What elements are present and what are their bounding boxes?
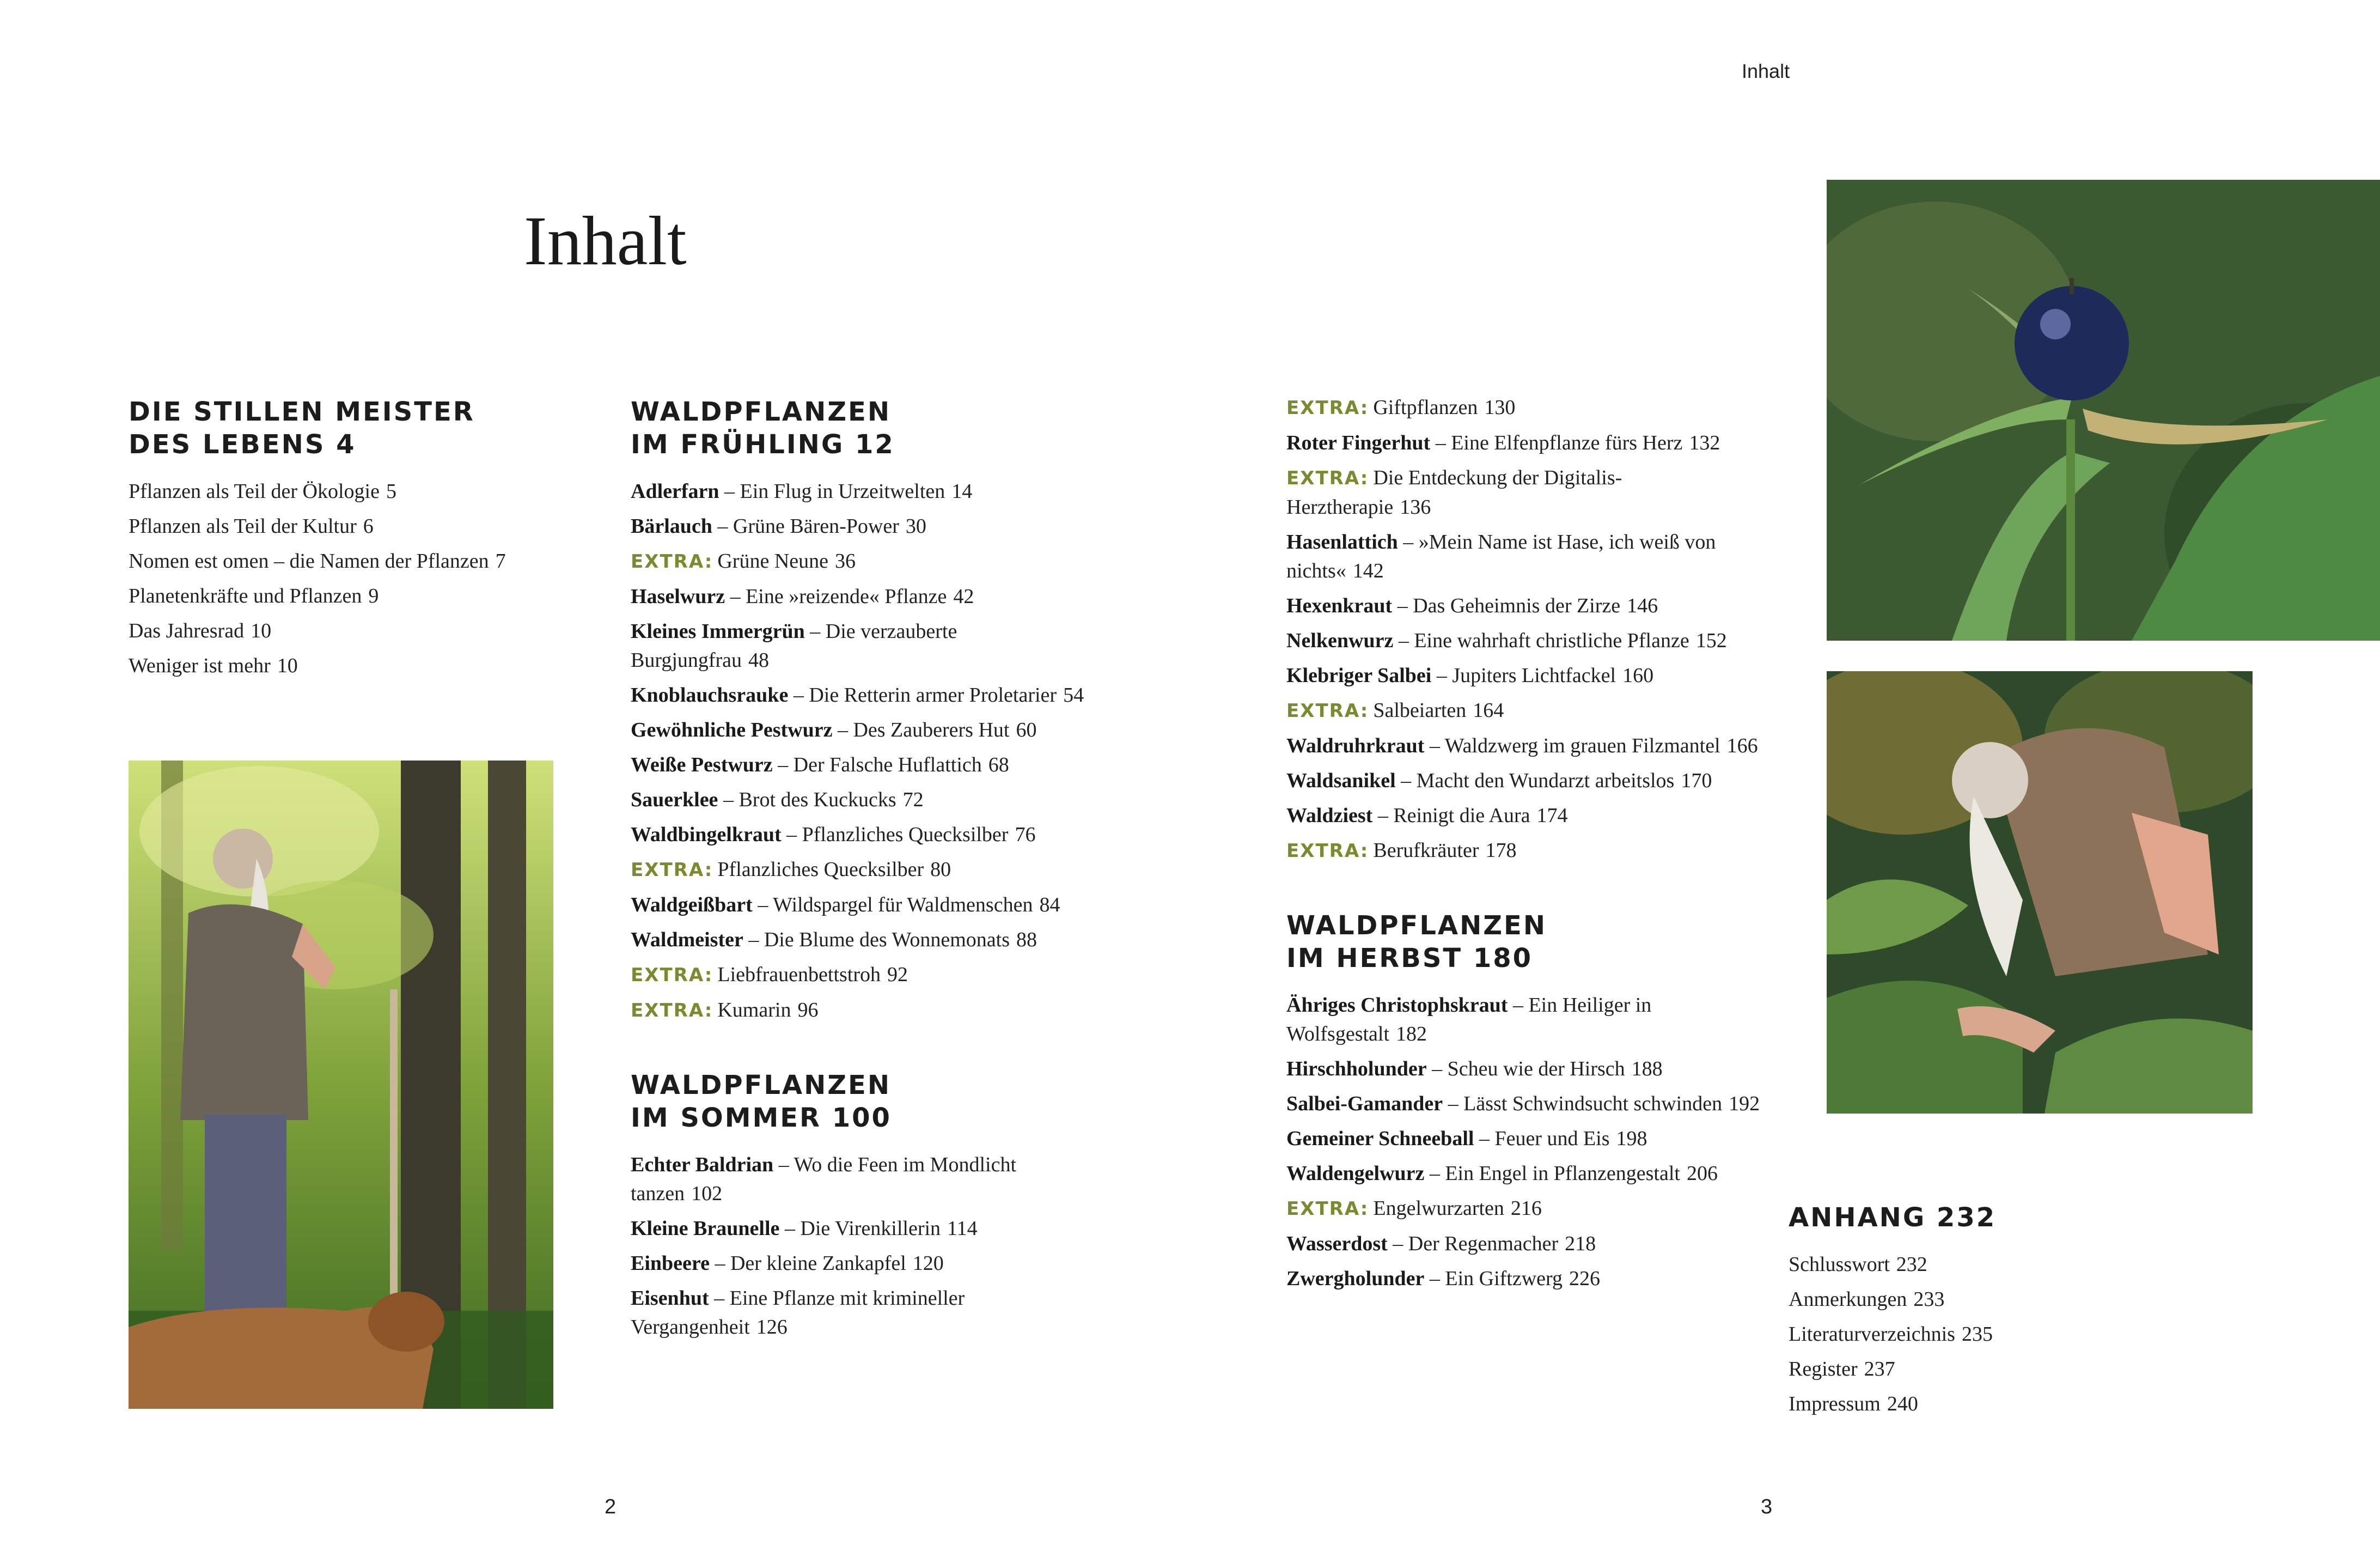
plant-name: Bärlauch (631, 515, 712, 538)
toc-entry (631, 1151, 1099, 1208)
page-ref: 42 (953, 585, 974, 608)
plant-name: Waldgeißbart (631, 893, 753, 916)
entry-title: Impressum (1789, 1392, 1881, 1415)
toc-entry (1286, 429, 1760, 458)
plant-name: Waldsanikel (1286, 769, 1396, 792)
toc-entry (1286, 1090, 1760, 1118)
toc-entry (1286, 393, 1760, 423)
toc-section-sommer-continued (1286, 393, 1760, 866)
plant-name: Salbei-Gamander (1286, 1092, 1443, 1115)
toc-entry (631, 1249, 1099, 1278)
entry-title: Kumarin (717, 999, 791, 1021)
entry-title: – Ein Engel in Pflanzengestalt (1424, 1162, 1680, 1185)
toc-entry (631, 617, 1099, 675)
toc-entry (129, 512, 564, 541)
entry-title: – Eine wahrhaft christliche Pflanze (1393, 629, 1689, 652)
toc-entry (631, 820, 1099, 849)
toc-entry (1789, 1250, 2170, 1279)
section-heading-line: WALDPFLANZEN (1286, 910, 1547, 941)
toc-entry (1286, 732, 1760, 761)
page-ref: 174 (1536, 804, 1568, 827)
toc-column-4 (1789, 1201, 2170, 1425)
section-heading (1789, 1201, 2170, 1234)
toc-entry (129, 617, 564, 646)
extra-label: EXTRA: (631, 1000, 713, 1021)
entry-title: – »Mein Name ist Hase, ich weiß von nichts« (1286, 531, 1716, 582)
plant-name: Knoblauchsrauke (631, 684, 789, 707)
toc-entry (631, 786, 1099, 814)
page-ref: 120 (912, 1252, 944, 1275)
entry-title: – Die Virenkillerin (779, 1217, 941, 1240)
page-ref: 226 (1569, 1267, 1600, 1290)
toc-entry (631, 1214, 1099, 1243)
section-heading-line: DIE STILLEN MEISTER (129, 397, 475, 427)
toc-entry (1286, 1159, 1760, 1188)
page-ref: 178 (1485, 839, 1517, 862)
toc-section-sommer (631, 1069, 1099, 1342)
page-ref: 170 (1681, 769, 1712, 792)
toc-entry (631, 751, 1099, 780)
extra-label: EXTRA: (631, 964, 713, 986)
section-heading-line: IM FRÜHLING 12 (631, 429, 895, 460)
section-heading (631, 396, 1099, 461)
toc-entry (1286, 1264, 1760, 1293)
entry-title: Salbeiarten (1373, 699, 1467, 722)
page-ref: 160 (1622, 664, 1654, 687)
page-ref: 206 (1686, 1162, 1718, 1185)
plant-name: Nelkenwurz (1286, 629, 1394, 652)
plant-name: Eisenhut (631, 1287, 709, 1310)
page-ref: 36 (835, 550, 856, 573)
page-ref: 166 (1726, 734, 1758, 757)
photo-einbeere (1827, 180, 2380, 641)
entry-title: – Wo die Feen im Mondlicht tanzen (631, 1153, 1017, 1205)
entry-title: Literaturverzeichnis (1789, 1323, 1955, 1346)
toc-entry (1789, 1355, 2170, 1384)
entry-title: Liebfrauenbettstroh (717, 963, 881, 986)
toc-column-1 (129, 396, 564, 686)
extra-label: EXTRA: (631, 551, 713, 573)
plant-name: Hirschholunder (1286, 1057, 1427, 1080)
page-ref: 192 (1729, 1092, 1760, 1115)
page-ref: 216 (1510, 1197, 1542, 1220)
plant-name: Gewöhnliche Pestwurz (631, 719, 833, 741)
toc-entry (1286, 592, 1760, 621)
plant-name: Waldengelwurz (1286, 1162, 1425, 1185)
toc-entry (631, 477, 1099, 506)
toc-entry (1286, 528, 1760, 586)
extra-label: EXTRA: (1286, 1198, 1369, 1220)
entry-title: – Scheu wie der Hirsch (1426, 1057, 1625, 1080)
entry-title: – Des Zauberers Hut (832, 719, 1010, 741)
toc-list (1286, 393, 1760, 866)
section-heading (631, 1069, 1099, 1134)
section-heading (1286, 909, 1760, 975)
entry-title: – Jupiters Lichtfackel (1431, 664, 1616, 687)
page-ref: 48 (748, 649, 770, 672)
plant-name: Waldbingelkraut (631, 823, 782, 846)
entry-title: – Lässt Schwindsucht schwinden (1443, 1092, 1723, 1115)
toc-entry (631, 582, 1099, 611)
section-heading-line: ANHANG 232 (1789, 1202, 1997, 1233)
entry-title: – Eine Elfenpflanze fürs Herz (1430, 431, 1683, 454)
page-ref: 152 (1695, 629, 1727, 652)
photo-man-with-dog (129, 761, 553, 1409)
toc-section-fruehling (631, 396, 1099, 1025)
entry-title: Die Entdeckung der Digitalis-Herztherapie (1286, 466, 1622, 519)
entry-title: – Grüne Bären-Power (712, 515, 899, 538)
toc-entry (1789, 1320, 2170, 1349)
entry-title: Grüne Neune (717, 550, 828, 573)
page-ref: 5 (386, 480, 396, 503)
page-ref: 132 (1689, 431, 1720, 454)
entry-title: – Der Regenmacher (1387, 1232, 1559, 1255)
entry-title: Engelwurzarten (1373, 1197, 1504, 1220)
page-ref: 233 (1913, 1288, 1945, 1311)
extra-label: EXTRA: (1286, 467, 1369, 489)
page-ref: 164 (1473, 699, 1504, 722)
toc-list (1789, 1250, 2170, 1419)
entry-title: Pflanzliches Quecksilber (717, 858, 924, 881)
toc-column-2 (631, 396, 1099, 1348)
plant-name: Ähriges Christophskraut (1286, 994, 1508, 1017)
toc-entry (631, 926, 1099, 954)
page-ref: 142 (1352, 559, 1384, 582)
entry-title: – Eine Pflanze mit krimineller Vergangenheit (631, 1287, 965, 1339)
toc-section-herbst (1286, 909, 1760, 1293)
entry-title: Berufkräuter (1373, 839, 1479, 862)
plant-name: Echter Baldrian (631, 1153, 774, 1176)
page-title: Inhalt (524, 202, 687, 279)
toc-entry (631, 716, 1099, 745)
extra-label: EXTRA: (1286, 397, 1369, 419)
entry-title: Anmerkungen (1789, 1288, 1907, 1311)
section-heading-line: WALDPFLANZEN (631, 1070, 892, 1100)
entry-title: Nomen est omen – die Namen der Pflanzen (129, 550, 489, 573)
toc-entry (1286, 1055, 1760, 1084)
page-ref: 198 (1616, 1127, 1647, 1150)
page-ref: 84 (1039, 893, 1060, 916)
extra-label: EXTRA: (1286, 840, 1369, 862)
entry-title: – Feuer und Eis (1474, 1127, 1610, 1150)
page-ref: 72 (902, 788, 924, 811)
page-ref: 240 (1887, 1392, 1918, 1415)
plant-name: Klebriger Salbei (1286, 664, 1432, 687)
entry-title: Weniger ist mehr (129, 654, 271, 677)
page-ref: 68 (988, 753, 1009, 776)
entry-title: – Macht den Wundarzt arbeitslos (1395, 769, 1675, 792)
entry-title: Das Jahresrad (129, 619, 245, 642)
toc-entry (631, 855, 1099, 885)
entry-title: – Die Blume des Wonnemonats (743, 928, 1010, 951)
entry-title: Pflanzen als Teil der Ökologie (129, 480, 380, 503)
section-heading-line: DES LEBENS 4 (129, 429, 356, 460)
plant-name: Waldmeister (631, 928, 743, 951)
toc-entry (631, 960, 1099, 990)
page-ref: 14 (951, 480, 973, 503)
photo-man-gathering-image (1827, 671, 2253, 1114)
page-ref: 6 (363, 515, 374, 538)
page-ref: 232 (1896, 1253, 1927, 1276)
toc-entry (631, 891, 1099, 920)
plant-name: Adlerfarn (631, 480, 719, 503)
plant-name: Sauerklee (631, 788, 718, 811)
extra-label: EXTRA: (631, 859, 713, 881)
entry-title: – Ein Giftzwerg (1424, 1267, 1563, 1290)
section-heading-line: WALDPFLANZEN (631, 397, 892, 427)
section-heading (129, 396, 564, 461)
plant-name: Roter Fingerhut (1286, 431, 1431, 454)
toc-list (1286, 991, 1760, 1293)
toc-entry (631, 1284, 1099, 1342)
page-ref: 10 (277, 654, 298, 677)
page-ref: 218 (1565, 1232, 1596, 1255)
plant-name: Kleines Immergrün (631, 620, 805, 643)
toc-entry (1286, 767, 1760, 795)
toc-entry (631, 512, 1099, 541)
page-ref: 136 (1400, 496, 1431, 519)
toc-entry (1286, 836, 1760, 866)
toc-entry (631, 547, 1099, 576)
plant-name: Hexenkraut (1286, 594, 1393, 617)
page-ref: 80 (930, 858, 951, 881)
photo-man-with-dog-image (129, 761, 553, 1409)
plant-name: Haselwurz (631, 585, 725, 608)
plant-name: Wasserdost (1286, 1232, 1388, 1255)
section-heading-line: IM SOMMER 100 (631, 1103, 892, 1133)
toc-entry (1286, 1124, 1760, 1153)
entry-title: – Pflanzliches Quecksilber (781, 823, 1009, 846)
page-ref: 102 (691, 1182, 723, 1205)
plant-name: Waldziest (1286, 804, 1373, 827)
entry-title: Schlusswort (1789, 1253, 1890, 1276)
entry-title: – Ein Flug in Urzeitwelten (719, 480, 945, 503)
photo-man-gathering (1827, 671, 2253, 1114)
page-ref: 30 (905, 515, 926, 538)
entry-title: Giftpflanzen (1373, 396, 1478, 419)
toc-entry (1286, 801, 1760, 830)
page-ref: 96 (797, 999, 819, 1021)
toc-entry (631, 996, 1099, 1025)
entry-title: – Die Retterin armer Proletarier (788, 684, 1057, 707)
entry-title: – Der Falsche Huflattich (772, 753, 982, 776)
plant-name: Zwergholunder (1286, 1267, 1425, 1290)
page-ref: 237 (1864, 1358, 1895, 1380)
photo-einbeere-image (1827, 180, 2380, 641)
page-ref: 88 (1016, 928, 1037, 951)
toc-section-meister (129, 396, 564, 680)
page-number-right: 3 (1761, 1495, 1773, 1518)
toc-entry (129, 547, 564, 576)
page-ref: 126 (756, 1316, 788, 1339)
page-ref: 10 (251, 619, 272, 642)
plant-name: Hasenlattich (1286, 531, 1398, 554)
extra-label: EXTRA: (1286, 700, 1369, 722)
toc-list (631, 477, 1099, 1025)
entry-title: Register (1789, 1358, 1858, 1380)
toc-entry (631, 681, 1099, 710)
toc-entry (1286, 1194, 1760, 1224)
plant-name: Kleine Braunelle (631, 1217, 780, 1240)
page-ref: 60 (1016, 719, 1037, 741)
page-number-left: 2 (605, 1495, 617, 1518)
page-ref: 188 (1631, 1057, 1663, 1080)
entry-title: – Eine »reizende« Pflanze (725, 585, 947, 608)
plant-name: Weiße Pestwurz (631, 753, 773, 776)
toc-list (129, 477, 564, 680)
toc-entry (1286, 627, 1760, 655)
toc-entry (1286, 696, 1760, 726)
page-ref: 182 (1396, 1023, 1427, 1045)
plant-name: Waldruhrkraut (1286, 734, 1425, 757)
toc-entry (1286, 991, 1760, 1049)
page-ref: 235 (1961, 1323, 1993, 1346)
entry-title: – Der kleine Zankapfel (709, 1252, 906, 1275)
toc-entry (1789, 1285, 2170, 1314)
entry-title: Planetenkräfte und Pflanzen (129, 585, 362, 607)
running-head: Inhalt (1742, 60, 1790, 82)
entry-title: – Das Geheimnis der Zirze (1392, 594, 1621, 617)
toc-entry (129, 477, 564, 506)
page-ref: 114 (947, 1217, 978, 1240)
toc-entry (129, 652, 564, 680)
entry-title: Pflanzen als Teil der Kultur (129, 515, 357, 538)
page-ref: 54 (1063, 684, 1084, 707)
toc-entry (1789, 1390, 2170, 1419)
plant-name: Einbeere (631, 1252, 710, 1275)
entry-title: – Brot des Kuckucks (718, 788, 896, 811)
page-ref: 92 (887, 963, 908, 986)
plant-name: Gemeiner Schneeball (1286, 1127, 1474, 1150)
entry-title: – Waldzwerg im grauen Filzmantel (1424, 734, 1720, 757)
entry-title: – Ein Heiliger in Wolfsgestalt (1286, 994, 1652, 1045)
toc-entry (129, 582, 564, 611)
page-ref: 130 (1484, 396, 1516, 419)
entry-title: – Reinigt die Aura (1372, 804, 1530, 827)
toc-entry (1286, 661, 1760, 690)
toc-entry (1286, 464, 1760, 522)
toc-list (631, 1151, 1099, 1342)
page-ref: 146 (1627, 594, 1658, 617)
page-ref: 76 (1015, 823, 1036, 846)
page-ref: 9 (368, 585, 379, 607)
page-ref: 7 (495, 550, 506, 573)
entry-title: – Die verzauberte Burgjungfrau (631, 620, 957, 672)
section-heading-line: IM HERBST 180 (1286, 943, 1533, 974)
toc-column-3 (1286, 393, 1760, 1299)
toc-entry (1286, 1230, 1760, 1258)
entry-title: – Wildspargel für Waldmenschen (752, 893, 1033, 916)
toc-section-anhang (1789, 1201, 2170, 1419)
